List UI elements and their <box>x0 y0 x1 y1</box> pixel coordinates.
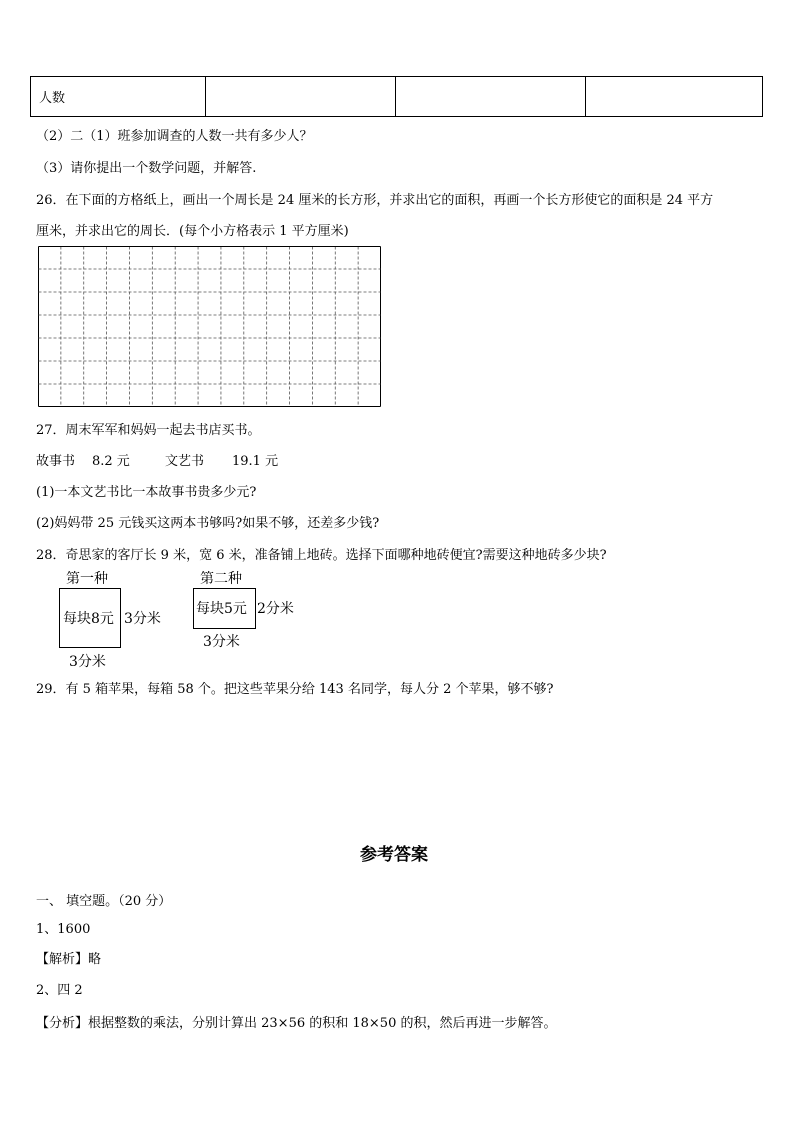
table-row <box>31 77 763 117</box>
q27-item2-price: 19.1 元 <box>232 454 279 469</box>
tile1-side: 3分米 <box>124 611 161 627</box>
q29-text: 29．有 5 箱苹果，每箱 58 个。把这些苹果分给 143 名同学，每人分 2 个苹果，够不够? <box>36 682 554 697</box>
q25-sub3: （3）请你提出一个数学问题，并解答. <box>36 161 257 176</box>
q27-item1-price: 8.2 元 <box>92 454 130 469</box>
q26-line2: 厘米，并求出它的周长．(每个小方格表示 1 平方厘米) <box>36 224 349 239</box>
table-cell <box>206 77 396 117</box>
q27-sub1: (1)一本文艺书比一本故事书贵多少元? <box>36 485 257 500</box>
tile2-label: 第二种 <box>200 571 242 587</box>
tile2-side: 2分米 <box>257 601 294 617</box>
answers-title: 参考答案 <box>360 845 428 865</box>
answer-2-note: 【分析】根据整数的乘法，分别计算出 23×56 的积和 18×50 的积，然后再进一步解答。 <box>36 1016 557 1031</box>
table-row-label: 人数 <box>31 77 206 117</box>
answer-1: 1、1600 <box>36 922 91 937</box>
tile1-price: 每块8元 <box>63 611 114 627</box>
q27-item1-name: 故事书 <box>36 454 76 469</box>
answer-2: 2、四 2 <box>36 983 83 998</box>
q27-item2-name: 文艺书 <box>165 454 205 469</box>
q27-sub2: (2)妈妈带 25 元钱买这两本书够吗?如果不够，还差多少钱? <box>36 516 380 531</box>
tile1-label: 第一种 <box>66 571 108 587</box>
answers-section1: 一、 填空题。（20 分） <box>36 894 172 909</box>
table-cell <box>396 77 586 117</box>
q26-line1: 26．在下面的方格纸上，画出一个周长是 24 厘米的长方形，并求出它的面积，再画一个长方形使它的面积是 24 平方 <box>36 193 714 208</box>
statistics-table <box>30 76 763 117</box>
table-cell <box>586 77 763 117</box>
grid-paper <box>38 246 381 407</box>
q25-sub2: （2）二（1）班参加调查的人数一共有多少人？ <box>36 129 313 144</box>
q27-title: 27．周末军军和妈妈一起去书店买书。 <box>36 423 261 438</box>
q28-title: 28．奇思家的客厅长 9 米，宽 6 米，准备铺上地砖。选择下面哪种地砖便宜?需要这种地砖多少块? <box>36 548 607 563</box>
tile1-bottom: 3分米 <box>69 654 106 670</box>
answer-1-note: 【解析】略 <box>36 952 102 967</box>
tile2-bottom: 3分米 <box>203 634 240 650</box>
tile2-price: 每块5元 <box>196 601 247 617</box>
